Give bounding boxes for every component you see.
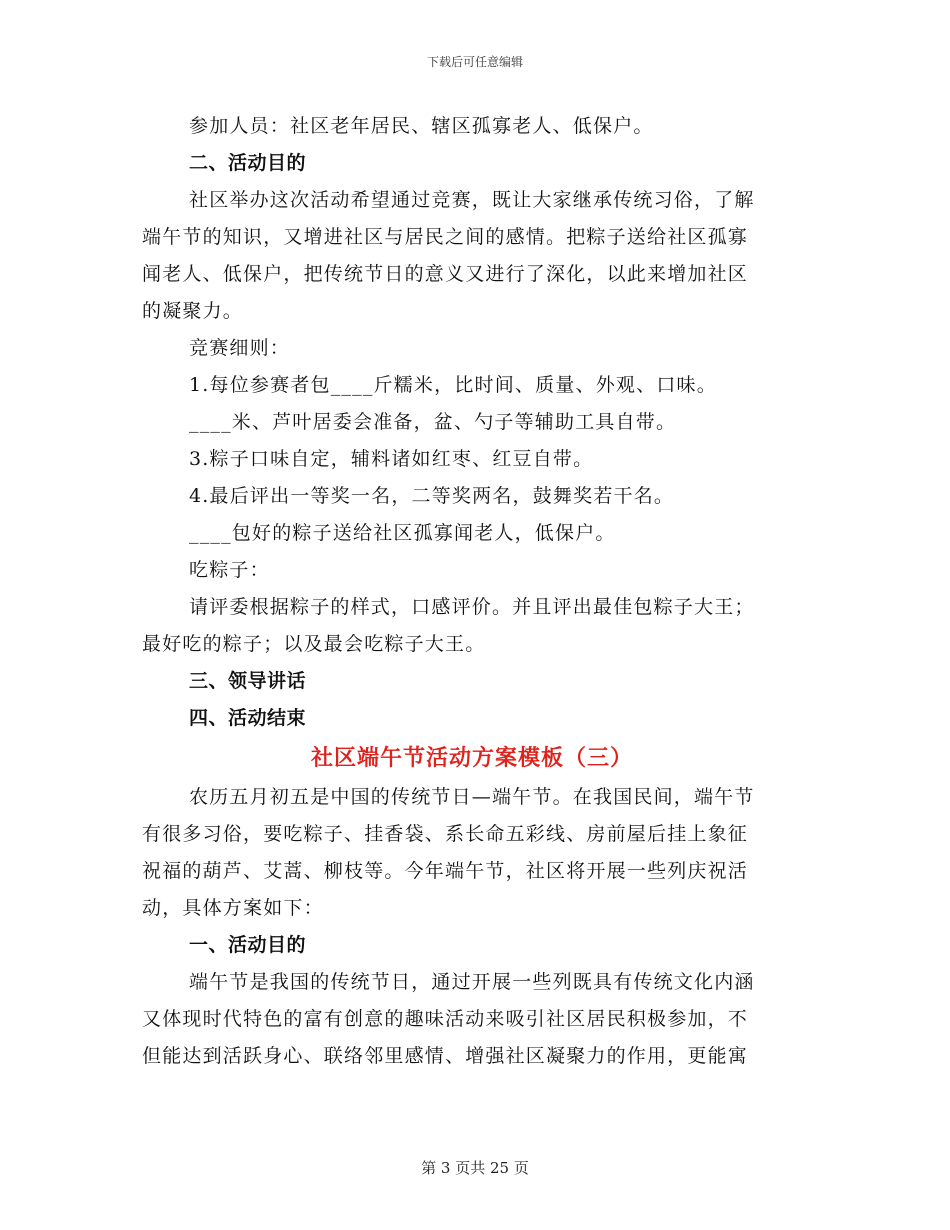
text-line: 闻老人、低保户，把传统节日的意义又进行了深化，以此来增加社区 [142, 263, 749, 285]
text-line: ____包好的粽子送给社区孤寡闻老人，低保户。 [189, 522, 616, 544]
section-heading: 一、活动目的 [189, 934, 307, 956]
section-title: 社区端午节活动方案模板（三） [310, 745, 633, 771]
text-line: 竞赛细则： [189, 337, 291, 359]
page-header: 下载后可任意编辑 [426, 55, 523, 69]
section-heading: 三、领导讲话 [189, 670, 307, 692]
text-line: 1.每位参赛者包____斤糯米，比时间、质量、外观、口味。 [189, 374, 717, 396]
text-line: 农历五月初五是中国的传统节日—端午节。在我国民间，端午节 [189, 786, 755, 808]
text-line: 3.粽子口味自定，辅料诸如红枣、红豆自带。 [189, 448, 594, 470]
paragraph-block-1 [142, 108, 802, 737]
paragraph-block-2 [142, 779, 802, 1075]
document-body [142, 108, 802, 1075]
text-line: 的凝聚力。 [142, 300, 244, 322]
text-line: 4.最后评出一等奖一名，二等奖两名，鼓舞奖若干名。 [189, 485, 675, 507]
text-line: 最好吃的粽子；以及最会吃粽子大王。 [142, 633, 486, 655]
text-line: 有很多习俗，要吃粽子、挂香袋、系长命五彩线、房前屋后挂上象征 [142, 823, 749, 845]
section-heading: 四、活动结束 [189, 707, 307, 729]
text-line: 社区举办这次活动希望通过竞赛，既让大家继承传统习俗，了解 [189, 189, 755, 211]
section-heading: 二、活动目的 [189, 152, 307, 174]
text-line: 祝福的葫芦、艾蒿、柳枝等。今年端午节，社区将开展一些列庆祝活 [142, 860, 749, 882]
text-line: 参加人员：社区老年居民、辖区孤寡老人、低保户。 [189, 115, 654, 137]
page-footer: 第 3 页共 25 页 [421, 1159, 529, 1177]
text-line: 端午节是我国的传统节日，通过开展一些列既具有传统文化内涵 [189, 971, 755, 993]
text-line: 吃粽子： [189, 559, 270, 581]
text-line: 但能达到活跃身心、联络邻里感情、增强社区凝聚力的作用，更能寓 [142, 1045, 749, 1067]
text-line: ____米、芦叶居委会准备，盆、勺子等辅助工具自带。 [189, 411, 677, 433]
text-line: 又体现时代特色的富有创意的趣味活动来吸引社区居民积极参加，不 [142, 1008, 749, 1030]
text-line: 请评委根据粽子的样式，口感评价。并且评出最佳包粽子大王； [189, 596, 755, 618]
text-line: 动，具体方案如下： [142, 897, 324, 919]
text-line: 端午节的知识，又增进社区与居民之间的感情。把粽子送给社区孤寡 [142, 226, 749, 248]
